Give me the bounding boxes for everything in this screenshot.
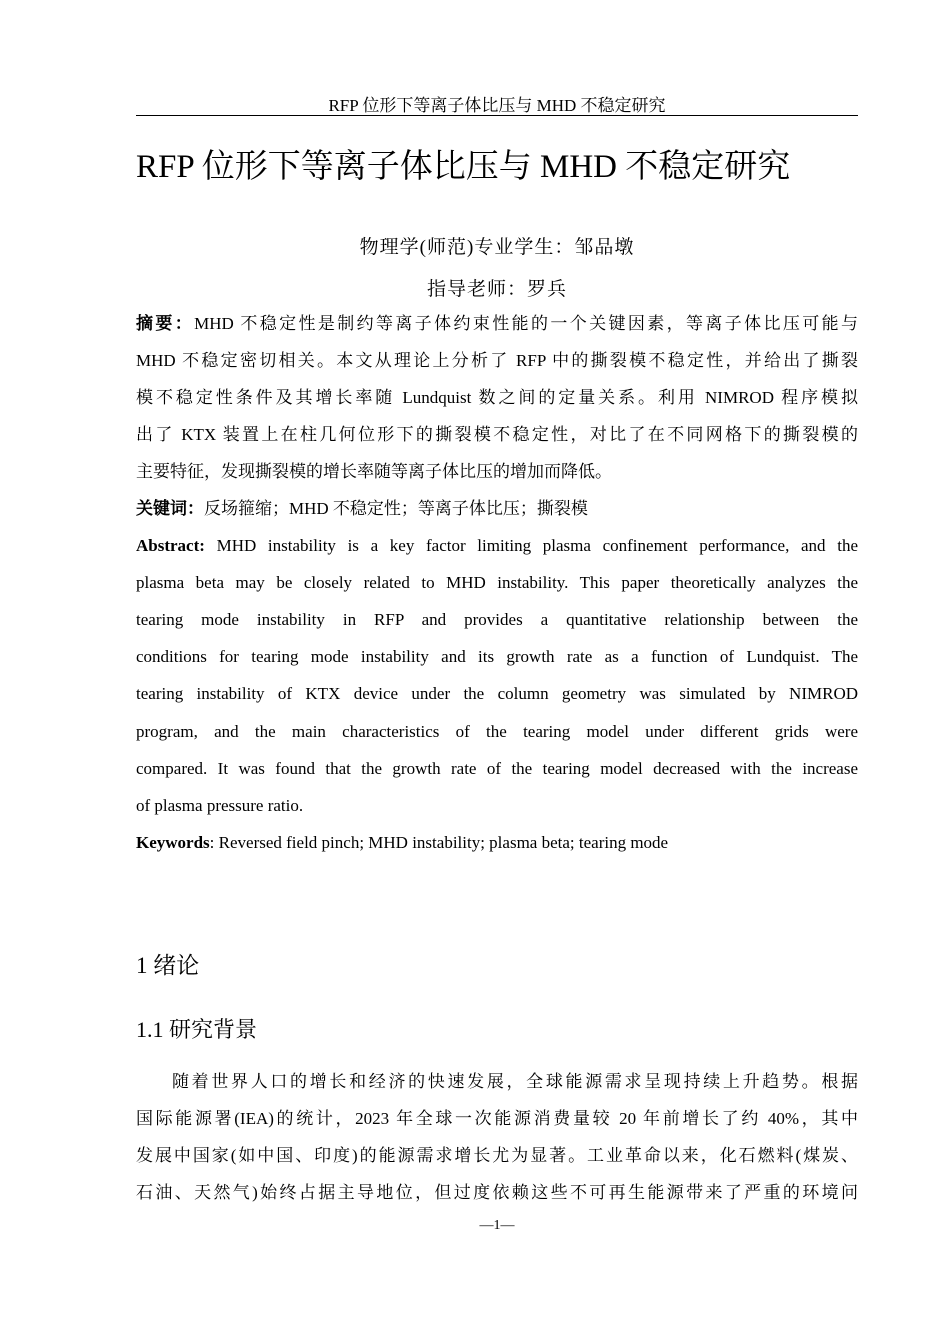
abstract-cn-label: 摘要：: [136, 314, 195, 333]
abstract-en-line: of plasma pressure ratio.: [136, 796, 304, 815]
abstract-en-line: plasma beta may be closely related to MHD instability. This paper theoretically analyzes the: [136, 573, 858, 592]
abstract-cn-line: MHD 不稳定密切相关。本文从理论上分析了 RFP 中的撕裂模不稳定性，并给出了撕裂: [136, 351, 858, 370]
abstract-en-line: compared. It was found that the growth rate of the tearing model decreased with the increase: [136, 759, 858, 778]
section-heading-1-1: 1.1 研究背景: [136, 1017, 258, 1042]
header-rule: [136, 115, 858, 116]
author-line: 物理学(师范)专业学生：邹品墩: [359, 237, 635, 258]
abstract-en-label: Abstract:: [136, 536, 205, 555]
running-header: RFP 位形下等离子体比压与 MHD 不稳定研究: [328, 96, 666, 115]
keywords-cn: 关键词：反场箍缩；MHD 不稳定性；等离子体比压；撕裂模: [136, 499, 588, 518]
abstract-en-line: Abstract: MHD instability is a key factor limiting plasma confinement performance, and the: [136, 536, 858, 555]
abstract-en-line: program, and the main characteristics of the tearing model under different grids were: [136, 722, 858, 741]
abstract-cn-line: 摘要：MHD 不稳定性是制约等离子体约束性能的一个关键因素，等离子体比压可能与: [136, 314, 859, 333]
advisor-line: 指导老师：罗兵: [426, 279, 567, 300]
keywords-cn-label: 关键词：: [136, 499, 204, 518]
page-number: —1—: [479, 1218, 515, 1233]
abstract-cn-line: 模不稳定性条件及其增长率随 Lundquist 数之间的定量关系。利用 NIMROD 程序模拟: [136, 388, 858, 407]
section-heading-1: 1 绪论: [136, 953, 200, 978]
keywords-en: Keywords: Reversed field pinch; MHD instability; plasma beta; tearing mode: [136, 833, 669, 852]
abstract-en-line: tearing mode instability in RFP and provides a quantitative relationship between the: [136, 610, 858, 629]
keywords-en-label: Keywords: [136, 833, 210, 852]
abstract-cn-line: 主要特征，发现撕裂模的增长率随等离子体比压的增加而降低。: [136, 462, 612, 481]
body-line: 石油、天然气)始终占据主导地位，但过度依赖这些不可再生能源带来了严重的环境问: [136, 1183, 858, 1202]
abstract-en-line: conditions for tearing mode instability and its growth rate as a function of Lundquist. The: [136, 647, 858, 666]
abstract-cn-line: 出了 KTX 装置上在柱几何位形下的撕裂模不稳定性，对比了在不同网格下的撕裂模的: [136, 425, 858, 444]
body-line: 随着世界人口的增长和经济的快速发展，全球能源需求呈现持续上升趋势。根据: [172, 1072, 858, 1091]
body-line: 国际能源署(IEA)的统计，2023 年全球一次能源消费量较 20 年前增长了约 40%，其中: [136, 1109, 858, 1128]
page-title: RFP 位形下等离子体比压与 MHD 不稳定研究: [136, 149, 791, 185]
body-line: 发展中国家(如中国、印度)的能源需求增长尤为显著。工业革命以来，化石燃料(煤炭、: [136, 1146, 858, 1165]
abstract-en-line: tearing instability of KTX device under the column geometry was simulated by NIMROD: [136, 684, 858, 703]
